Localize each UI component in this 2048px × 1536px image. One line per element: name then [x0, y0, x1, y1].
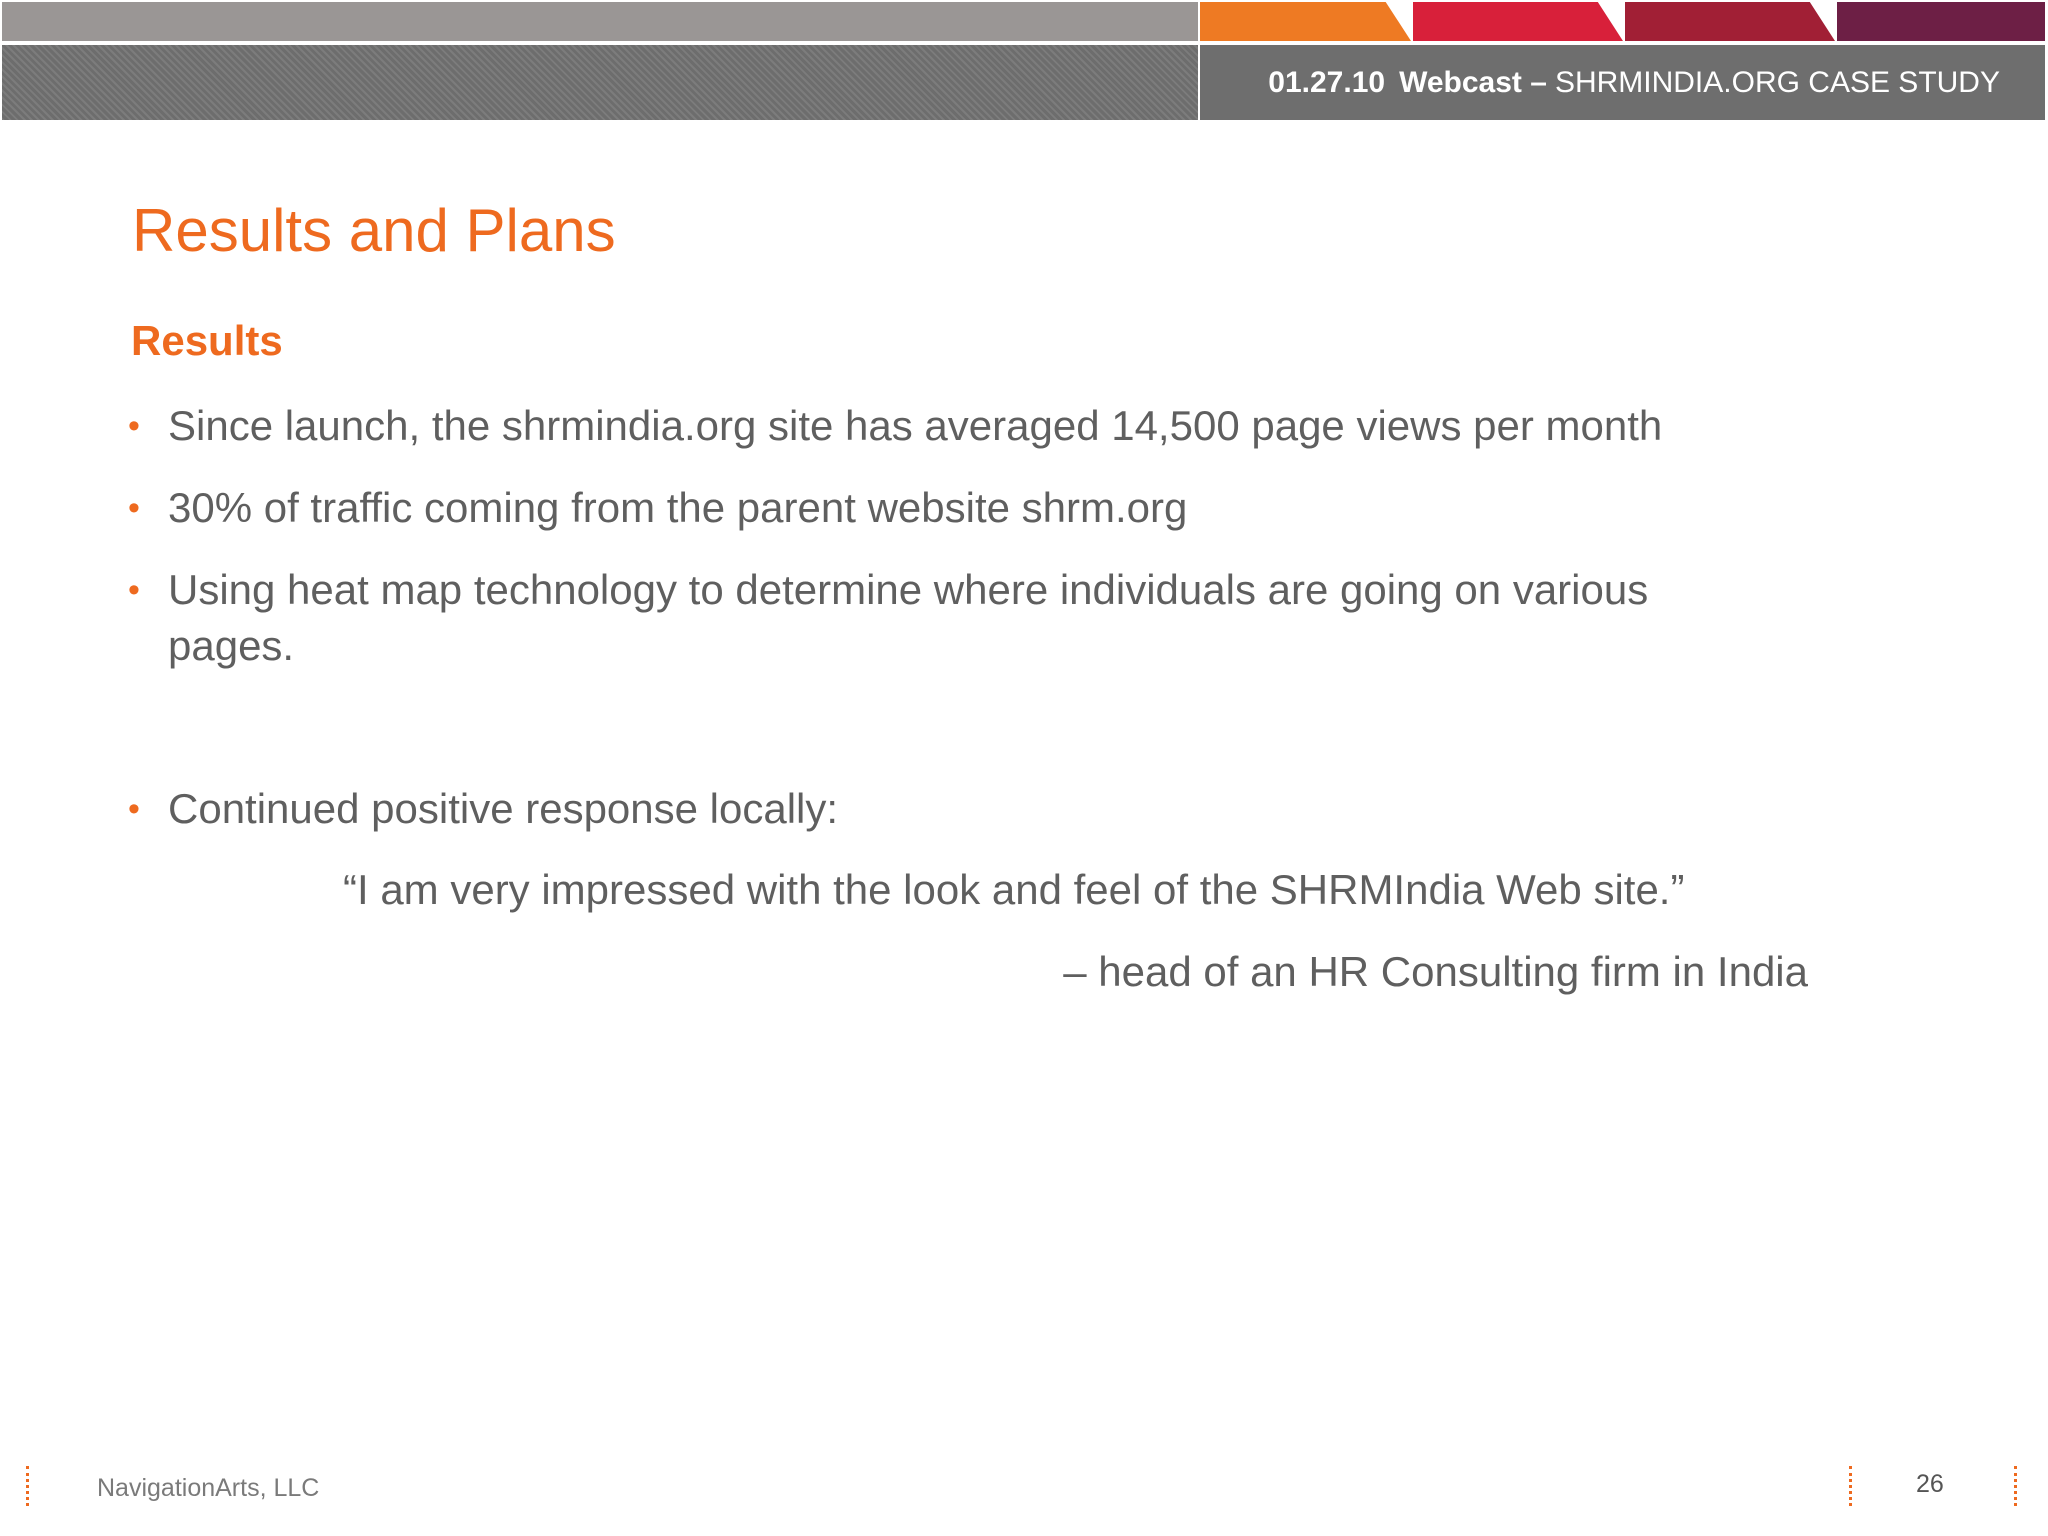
bullet-dot: • — [128, 571, 140, 609]
bullet-item — [128, 562, 1828, 674]
header-date: 01.27.10 — [1268, 65, 1386, 99]
footer-company: NavigationArts, LLC — [97, 1474, 320, 1502]
header-event: Webcast – — [1399, 65, 1547, 99]
header-topic: SHRMINDIA.ORG CASE STUDY — [1554, 65, 2000, 99]
accent-tab-plum — [1837, 2, 2045, 41]
footer-divider-left — [26, 1466, 29, 1506]
bullet-item — [128, 480, 1828, 536]
bullet-item — [128, 398, 1828, 454]
bullet-dot: • — [128, 489, 140, 527]
bullet-text: 30% of traffic coming from the parent website shrm.org — [168, 484, 1188, 531]
bullet-item — [128, 781, 1828, 837]
page-number: 26 — [1916, 1470, 1944, 1498]
bullet-text: Using heat map technology to determine where individuals are going on various — [168, 566, 1649, 613]
bullet-dot: • — [128, 407, 140, 445]
accent-tab-red — [1413, 2, 1623, 41]
slide-title: Results and Plans — [132, 197, 616, 264]
header-hatch-band — [2, 45, 1198, 120]
section-heading: Results — [131, 317, 283, 364]
footer-divider-right — [1849, 1466, 1852, 1506]
accent-tab-orange — [1200, 2, 1411, 41]
header-top-strip — [2, 2, 1198, 41]
bullet-text: Since launch, the shrmindia.org site has averaged 14,500 page views per month — [168, 402, 1663, 449]
testimonial-attribution: – head of an HR Consulting firm in India — [1063, 948, 1808, 995]
header-title-box — [1200, 45, 2045, 120]
accent-tab-crimson — [1625, 2, 1835, 41]
bullet-text: Continued positive response locally: — [168, 785, 839, 832]
bullet-text-continued: pages. — [168, 622, 295, 669]
footer-divider-far-right — [2014, 1466, 2017, 1506]
testimonial-quote: “I am very impressed with the look and feel of the SHRMIndia Web site.” — [343, 866, 1685, 913]
bullet-dot: • — [128, 790, 140, 828]
